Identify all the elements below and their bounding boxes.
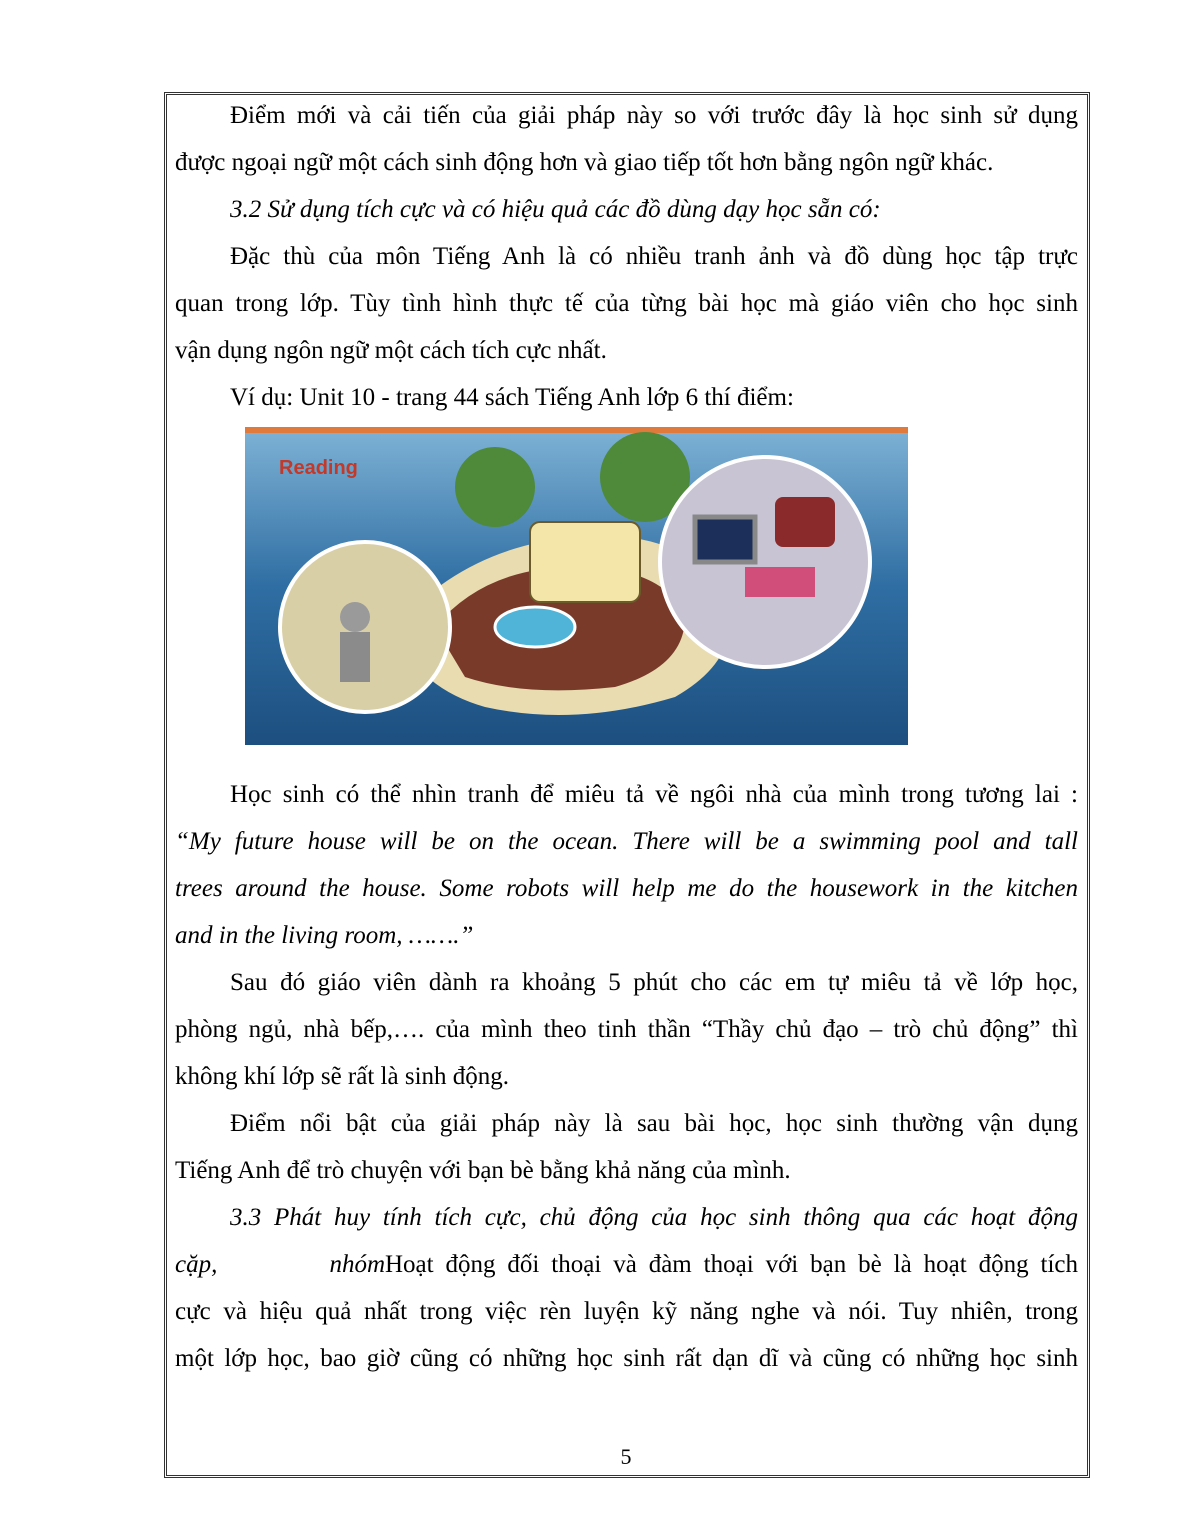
text-line bbox=[175, 1241, 1078, 1288]
text-line: Đặc thù của môn Tiếng Anh là có nhiều tranh ảnh và đồ dùng học tập trực bbox=[230, 243, 1078, 270]
text-line: 3.3 Phát huy tính tích cực, chủ động của học sinh thông qua các hoạt động bbox=[230, 1204, 1078, 1231]
text-line: vận dụng ngôn ngữ một cách tích cực nhất. bbox=[175, 337, 607, 364]
page-number: 5 bbox=[620, 1444, 632, 1469]
image-label-reading: Reading bbox=[279, 457, 358, 479]
text-line: trees around the house. Some robots will help me do the housework in the kitchen bbox=[175, 875, 1078, 902]
text-line: một lớp học, bao giờ cũng có những học sinh rất dạn dĩ và cũng có những học sinh bbox=[175, 1345, 1078, 1372]
text-line: không khí lớp sẽ rất là sinh động. bbox=[175, 1063, 510, 1090]
text-line: 3.2 Sử dụng tích cực và có hiệu quả các đồ dùng dạy học sẵn có: bbox=[230, 196, 881, 223]
text-block-bottom bbox=[175, 771, 1078, 1382]
text-line: “My future house will be on the ocean. There will be a swimming pool and tall bbox=[175, 828, 1078, 855]
section-heading-continuation: cặp, nhóm bbox=[175, 1251, 385, 1278]
text-line: Học sinh có thể nhìn tranh để miêu tả về ngôi nhà của mình trong tương lai : bbox=[230, 781, 1078, 808]
text-line: Điểm nổi bật của giải pháp này là sau bài học, học sinh thường vận dụng bbox=[230, 1110, 1078, 1137]
paragraph-start: Hoạt động đối thoại và đàm thoại với bạn bè là hoạt động tích bbox=[385, 1251, 1078, 1278]
text-line: phòng ngủ, nhà bếp,…. của mình theo tinh thần “Thầy chủ đạo – trò chủ động” thì bbox=[175, 1016, 1078, 1043]
text-line: quan trong lớp. Tùy tình hình thực tế của từng bài học mà giáo viên cho học sinh bbox=[175, 290, 1078, 317]
textbook-illustration bbox=[245, 427, 908, 745]
text-line: Sau đó giáo viên dành ra khoảng 5 phút cho các em tự miêu tả về lớp học, bbox=[230, 969, 1078, 996]
text-line: Tiếng Anh để trò chuyện với bạn bè bằng khả năng của mình. bbox=[175, 1157, 791, 1184]
text-block-top bbox=[175, 92, 1078, 421]
text-line: cực và hiệu quả nhất trong việc rèn luyện kỹ năng nghe và nói. Tuy nhiên, trong bbox=[175, 1298, 1078, 1325]
text-line: and in the living room, …….” bbox=[175, 922, 474, 949]
text-line: được ngoại ngữ một cách sinh động hơn và giao tiếp tốt hơn bằng ngôn ngữ khác. bbox=[175, 149, 994, 176]
text-line: Điểm mới và cải tiến của giải pháp này so với trước đây là học sinh sử dụng bbox=[230, 102, 1078, 129]
text-line: Ví dụ: Unit 10 - trang 44 sách Tiếng Anh lớp 6 thí điểm: bbox=[230, 384, 794, 411]
